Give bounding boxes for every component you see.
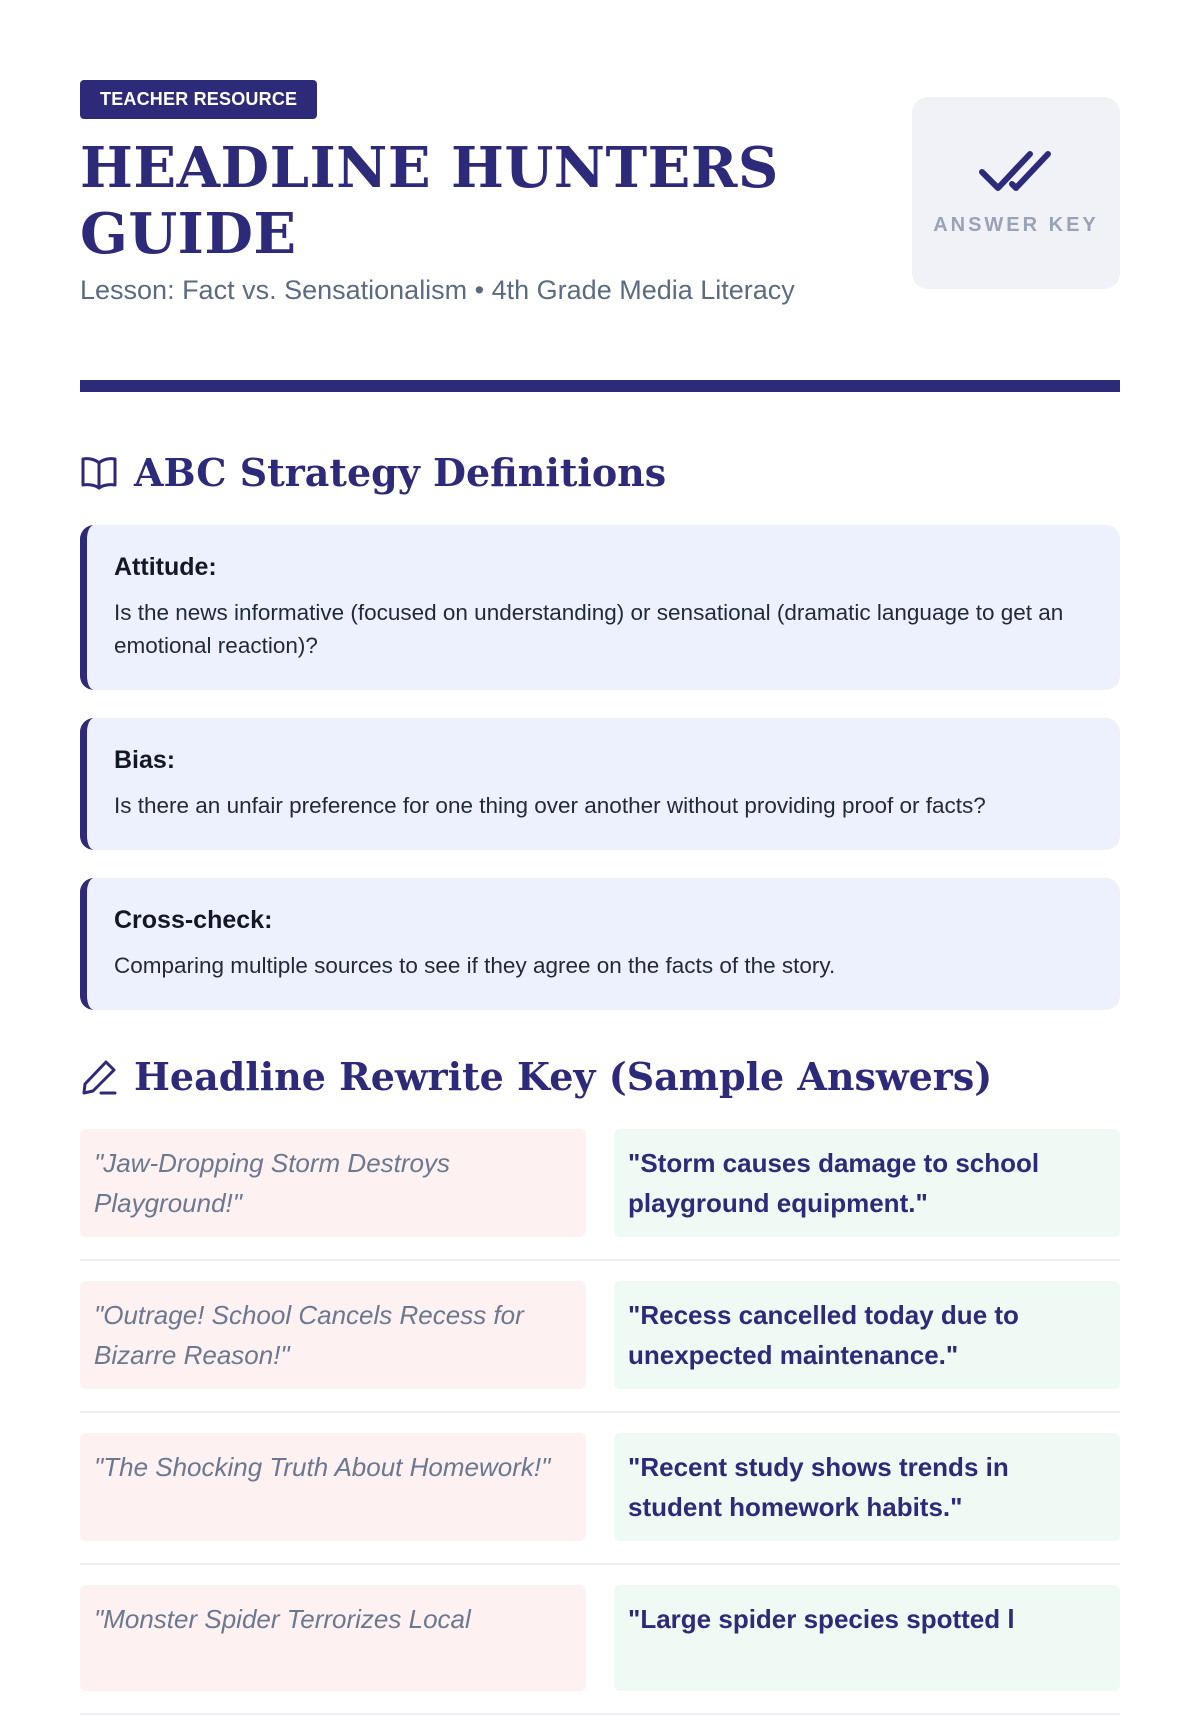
- factual-headline: "Recess cancelled today due to unexpected maintenance.": [614, 1281, 1120, 1389]
- rewrite-title: Headline Rewrite Key (Sample Answers): [134, 1054, 993, 1099]
- definition-text: Is the news informative (focused on understanding) or sensational (dramatic language to get an emotional reaction)?: [114, 600, 1064, 658]
- book-open-icon: [80, 456, 118, 490]
- page-subtitle: Lesson: Fact vs. Sensationalism • 4th Grade Media Literacy: [80, 275, 795, 305]
- definitions-title: ABC Strategy Definitions: [134, 450, 667, 495]
- definition-card-cross-check: [80, 878, 1120, 1010]
- sensational-headline: "Jaw-Dropping Storm Destroys Playground!": [80, 1129, 586, 1237]
- pencil-icon: [80, 1058, 118, 1096]
- answer-key-card: [912, 97, 1120, 289]
- definition-term: Cross-check:: [114, 906, 273, 934]
- definition-text: Is there an unfair preference for one thing over another without providing proof or facts?: [114, 793, 986, 818]
- page-title: HEADLINE HUNTERS GUIDE: [80, 135, 779, 267]
- definition-card-bias: [80, 718, 1120, 850]
- rewrite-header: [80, 1054, 1120, 1099]
- sensational-headline: "The Shocking Truth About Homework!": [80, 1433, 586, 1541]
- rewrite-row: [80, 1585, 1120, 1715]
- header: [80, 80, 1120, 360]
- sensational-headline: "Monster Spider Terrorizes Local: [80, 1585, 586, 1691]
- rewrite-row: [80, 1433, 1120, 1565]
- double-check-icon: [978, 148, 1054, 196]
- rewrite-row: [80, 1129, 1120, 1261]
- definition-card-attitude: [80, 525, 1120, 690]
- factual-headline: "Large spider species spotted l: [614, 1585, 1120, 1691]
- resource-badge: TEACHER RESOURCE: [80, 80, 317, 119]
- rewrite-row: [80, 1281, 1120, 1413]
- definition-text: Comparing multiple sources to see if they agree on the facts of the story.: [114, 953, 836, 978]
- definitions-header: [80, 450, 1120, 495]
- rewrite-list: [80, 1129, 1120, 1715]
- header-divider: [80, 380, 1120, 392]
- factual-headline: "Recent study shows trends in student homework habits.": [614, 1433, 1120, 1541]
- factual-headline: "Storm causes damage to school playground equipment.": [614, 1129, 1120, 1237]
- definition-term: Bias:: [114, 746, 176, 774]
- definition-term: Attitude:: [114, 553, 217, 581]
- answer-key-label: ANSWER KEY: [933, 213, 1099, 236]
- sensational-headline: "Outrage! School Cancels Recess for Bizarre Reason!": [80, 1281, 586, 1389]
- definitions-list: [80, 525, 1120, 1010]
